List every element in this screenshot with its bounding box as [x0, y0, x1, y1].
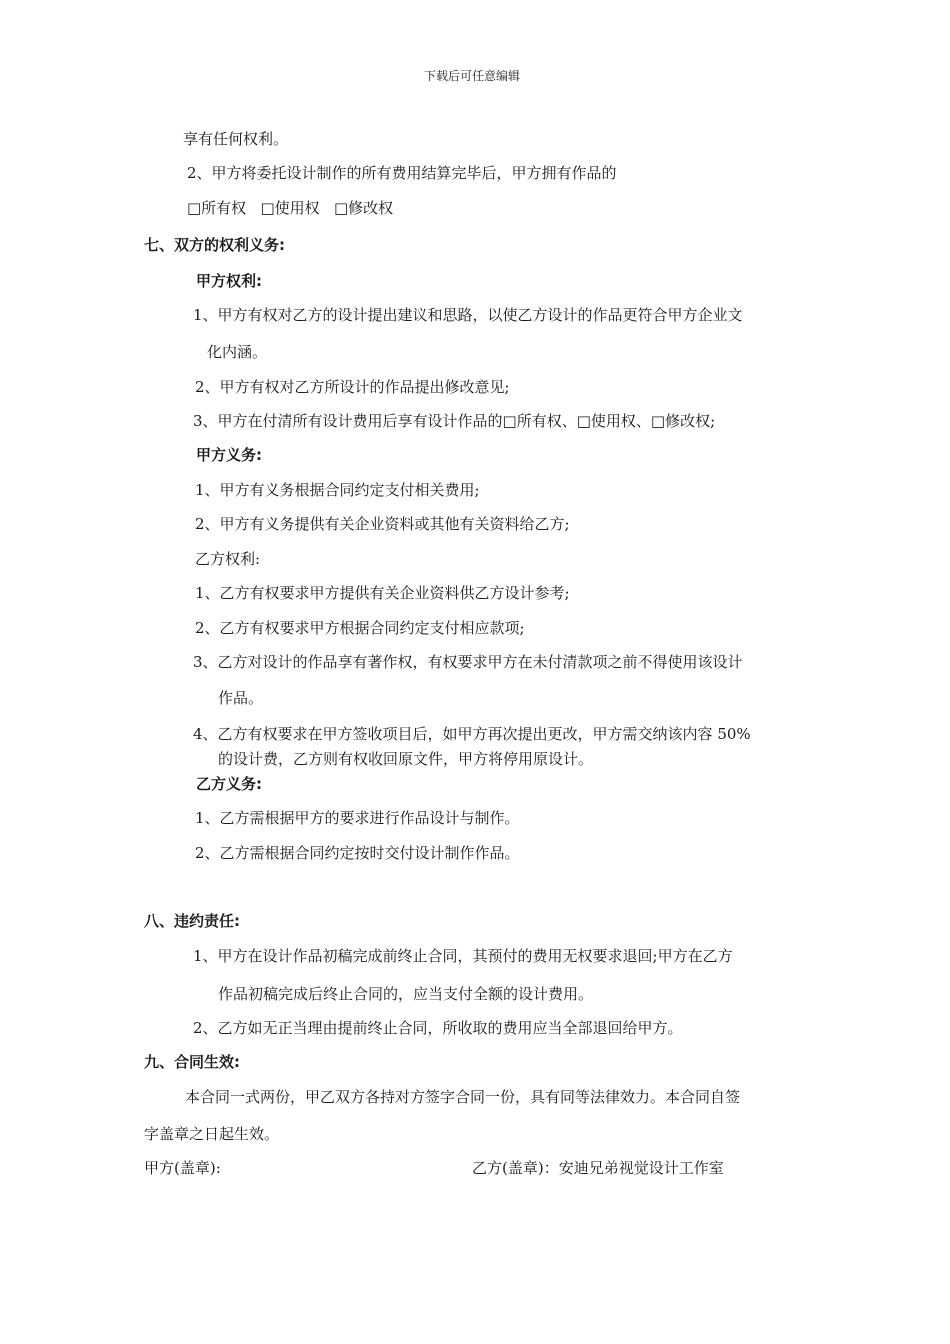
list-item: 2、乙方如无正当理由提前终止合同，所收取的费用应当全部退回给甲方。: [193, 1019, 683, 1037]
paragraph-line: 本合同一式两份，甲乙双方各持对方签字合同一份，具有同等法律效力。本合同自签: [185, 1088, 741, 1106]
header-note: 下载后可任意编辑: [424, 69, 521, 83]
list-item: 4、乙方有权要求在甲方签收项目后，如甲方再次提出更改，甲方需交纳该内容 50%: [193, 725, 751, 743]
list-item: 2、甲方有权对乙方所设计的作品提出修改意见;: [195, 378, 510, 396]
list-item-continuation: 作品。: [218, 689, 264, 707]
list-item-continuation: 化内涵。: [207, 343, 268, 361]
ownership-options: □所有权 □使用权 □修改权: [187, 199, 394, 217]
list-item: 3、乙方对设计的作品享有著作权，有权要求甲方在未付清款项之前不得使用该设计: [193, 653, 743, 671]
list-item: 2、乙方有权要求甲方根据合同约定支付相应款项;: [195, 619, 525, 637]
list-item-continuation: 作品初稿完成后终止合同的，应当支付全额的设计费用。: [218, 985, 594, 1003]
list-item: 1、甲方有义务根据合同约定支付相关费用;: [195, 481, 480, 499]
list-item: 3、甲方在付清所有设计费用后享有设计作品的□所有权、□使用权、□修改权;: [193, 412, 716, 430]
signature-party-b: 乙方(盖章)：安迪兄弟视觉设计工作室: [472, 1159, 724, 1177]
signature-party-a: 甲方(盖章):: [144, 1159, 221, 1177]
section-heading-9: 九、合同生效:: [144, 1053, 240, 1071]
list-item-continuation: 的设计费，乙方则有权收回原文件，甲方将停用原设计。: [218, 750, 594, 768]
list-item: 1、乙方需根据甲方的要求进行作品设计与制作。: [195, 809, 520, 827]
list-item: 2、甲方有义务提供有关企业资料或其他有关资料给乙方;: [195, 515, 570, 533]
list-item: 1、乙方有权要求甲方提供有关企业资料供乙方设计参考;: [195, 584, 570, 602]
subheading-party-b-rights: 乙方权利:: [195, 550, 261, 568]
list-item: 1、甲方在设计作品初稿完成前终止合同，其预付的费用无权要求退回;甲方在乙方: [193, 947, 733, 965]
subheading-party-a-duties: 甲方义务:: [196, 446, 262, 464]
section-heading-7: 七、双方的权利义务:: [144, 236, 285, 254]
subheading-party-a-rights: 甲方权利:: [196, 272, 262, 290]
subheading-party-b-duties: 乙方义务:: [196, 775, 262, 793]
section-heading-8: 八、违约责任:: [144, 912, 240, 930]
paragraph-line: 字盖章之日起生效。: [144, 1125, 280, 1143]
list-item: 1、甲方有权对乙方的设计提出建议和思路，以使乙方设计的作品更符合甲方企业文: [193, 306, 743, 324]
paragraph-line: 2、甲方将委托设计制作的所有费用结算完毕后，甲方拥有作品的: [187, 164, 617, 182]
paragraph-line: 享有任何权利。: [183, 130, 289, 148]
list-item: 2、乙方需根据合同约定按时交付设计制作作品。: [195, 844, 520, 862]
